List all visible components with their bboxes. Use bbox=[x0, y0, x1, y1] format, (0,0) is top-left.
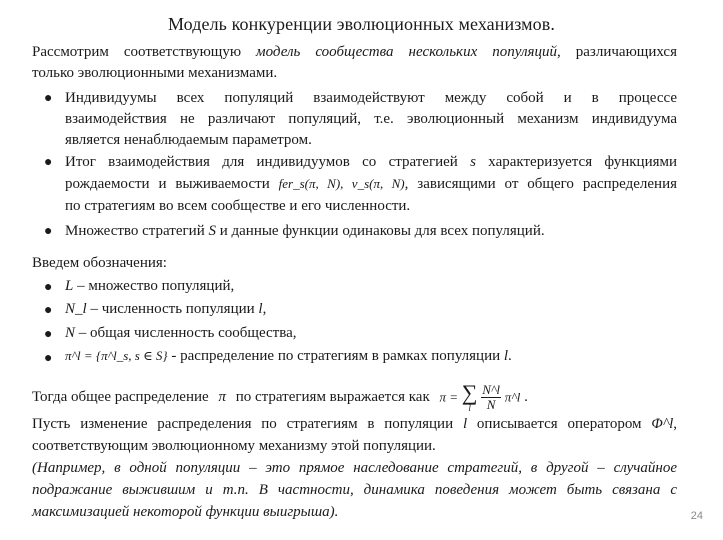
bullet1-line-3: является ненаблюдаемым параметром. bbox=[65, 132, 312, 148]
bullet-icon: ● bbox=[44, 351, 53, 366]
pi-symbol: π bbox=[218, 389, 226, 405]
intro-italic: модель сообщества нескольких популяций bbox=[256, 44, 558, 60]
bullet1-line-1: Индивидуумы всех популяций взаимодействуют между собой и в процессе bbox=[65, 90, 677, 106]
notation-item-3 bbox=[65, 324, 297, 342]
total-distribution-line bbox=[32, 380, 528, 420]
bullet-icon: ● bbox=[44, 155, 53, 170]
bullet2-line-1 bbox=[65, 153, 677, 171]
notation-text-2: – численность популяции bbox=[86, 301, 259, 317]
total-size-symbol: N bbox=[65, 325, 76, 341]
bullet2-text-d: , зависящими от общего распределения bbox=[404, 176, 678, 192]
example-line-1: (Например, в одной популяции – это прямое наследование стратегий, в другой – случайное bbox=[32, 460, 677, 476]
bullet-icon: ● bbox=[44, 280, 53, 295]
bullet2-line-3: по стратегиям во всем сообществе и его численности. bbox=[65, 198, 411, 214]
fraction bbox=[481, 383, 501, 412]
strategy-set-symbol: S bbox=[208, 223, 216, 239]
fraction-numerator: N^l bbox=[482, 382, 500, 398]
bullet2-text-c: рождаемости и выживаемости bbox=[65, 176, 270, 192]
formula-rhs: π^l bbox=[504, 389, 521, 405]
intro-line-1 bbox=[32, 43, 677, 61]
bullet3-text: Множество стратегий bbox=[65, 223, 205, 239]
change-line-1 bbox=[32, 415, 677, 433]
notation-heading: Введем обозначения: bbox=[32, 255, 167, 271]
notation-item-4 bbox=[65, 347, 512, 365]
change-text-b: описывается оператором bbox=[476, 416, 642, 432]
strategy-symbol: s bbox=[470, 154, 476, 170]
sigma-glyph: ∑ bbox=[461, 379, 478, 405]
population-size-symbol: N_l bbox=[65, 301, 87, 317]
sum-symbol bbox=[461, 379, 478, 413]
population-index-symbol: l bbox=[462, 416, 468, 432]
total-text-2: по стратегиям выражается как bbox=[235, 389, 430, 405]
sum-index: l bbox=[468, 402, 471, 413]
page-title: Модель конкуренции эволюционных механизмов. bbox=[168, 14, 555, 34]
bullet2-text: Итог взаимодействия для индивидуумов со стратегией bbox=[65, 154, 458, 170]
example-line-3: максимизацией некоторой функции выигрыша). bbox=[32, 504, 339, 520]
bullet3-text-b: и данные функции одинаковы для всех популяций. bbox=[219, 223, 545, 239]
bullet1-line-2: взаимодействия не различают популяций, т.е. эволюционный механизм индивидуума bbox=[65, 111, 677, 127]
notation-punct: , bbox=[262, 301, 267, 317]
distribution-formula: π^l = {π^l_s, s ∈ S} bbox=[65, 348, 168, 363]
page-number: 24 bbox=[690, 510, 703, 522]
bullet2-text-b: характеризуется функциями bbox=[488, 154, 678, 170]
change-text: Пусть изменение распределения по стратегиям в популяции bbox=[32, 416, 454, 432]
example-line-2: подражание выжившим и т.п. В частности, динамика поведения может быть связана с bbox=[32, 482, 677, 498]
population-index-symbol: l bbox=[503, 348, 509, 364]
formula-end: . bbox=[524, 389, 528, 405]
fer-formula: fer_s(π, N), v_s(π, N) bbox=[278, 176, 405, 191]
bullet-icon: ● bbox=[44, 91, 53, 106]
notation-text-3: – общая численность сообщества, bbox=[75, 325, 297, 341]
intro-line-2: только эволюционными механизмами. bbox=[32, 65, 278, 81]
population-set-symbol: L bbox=[65, 278, 74, 294]
intro-text: Рассмотрим соответствующую bbox=[32, 44, 242, 60]
sum-formula bbox=[439, 380, 520, 415]
notation-text-1: – множество популяций, bbox=[73, 278, 235, 294]
bullet3-line bbox=[65, 222, 545, 240]
total-text: Тогда общее распределение bbox=[32, 389, 209, 405]
bullet-icon: ● bbox=[44, 327, 53, 342]
operator-symbol: Φ^l bbox=[651, 416, 674, 432]
population-index-symbol: l bbox=[258, 301, 263, 317]
bullet-icon: ● bbox=[44, 303, 53, 318]
notation-text-4: - распределение по стратегиям в рамках популяции bbox=[167, 348, 504, 364]
formula-lhs: π = bbox=[439, 389, 459, 405]
notation-punct: . bbox=[508, 348, 512, 364]
notation-item-1 bbox=[65, 277, 234, 295]
bullet2-line-2 bbox=[65, 175, 677, 193]
change-line-2: соответствующим эволюционному механизму этой популяции. bbox=[32, 438, 436, 454]
bullet-icon: ● bbox=[44, 224, 53, 239]
intro-text-end: , различающихся bbox=[557, 44, 677, 60]
notation-item-2 bbox=[65, 300, 266, 318]
fraction-denominator: N bbox=[486, 397, 496, 413]
change-punct: , bbox=[673, 416, 678, 432]
